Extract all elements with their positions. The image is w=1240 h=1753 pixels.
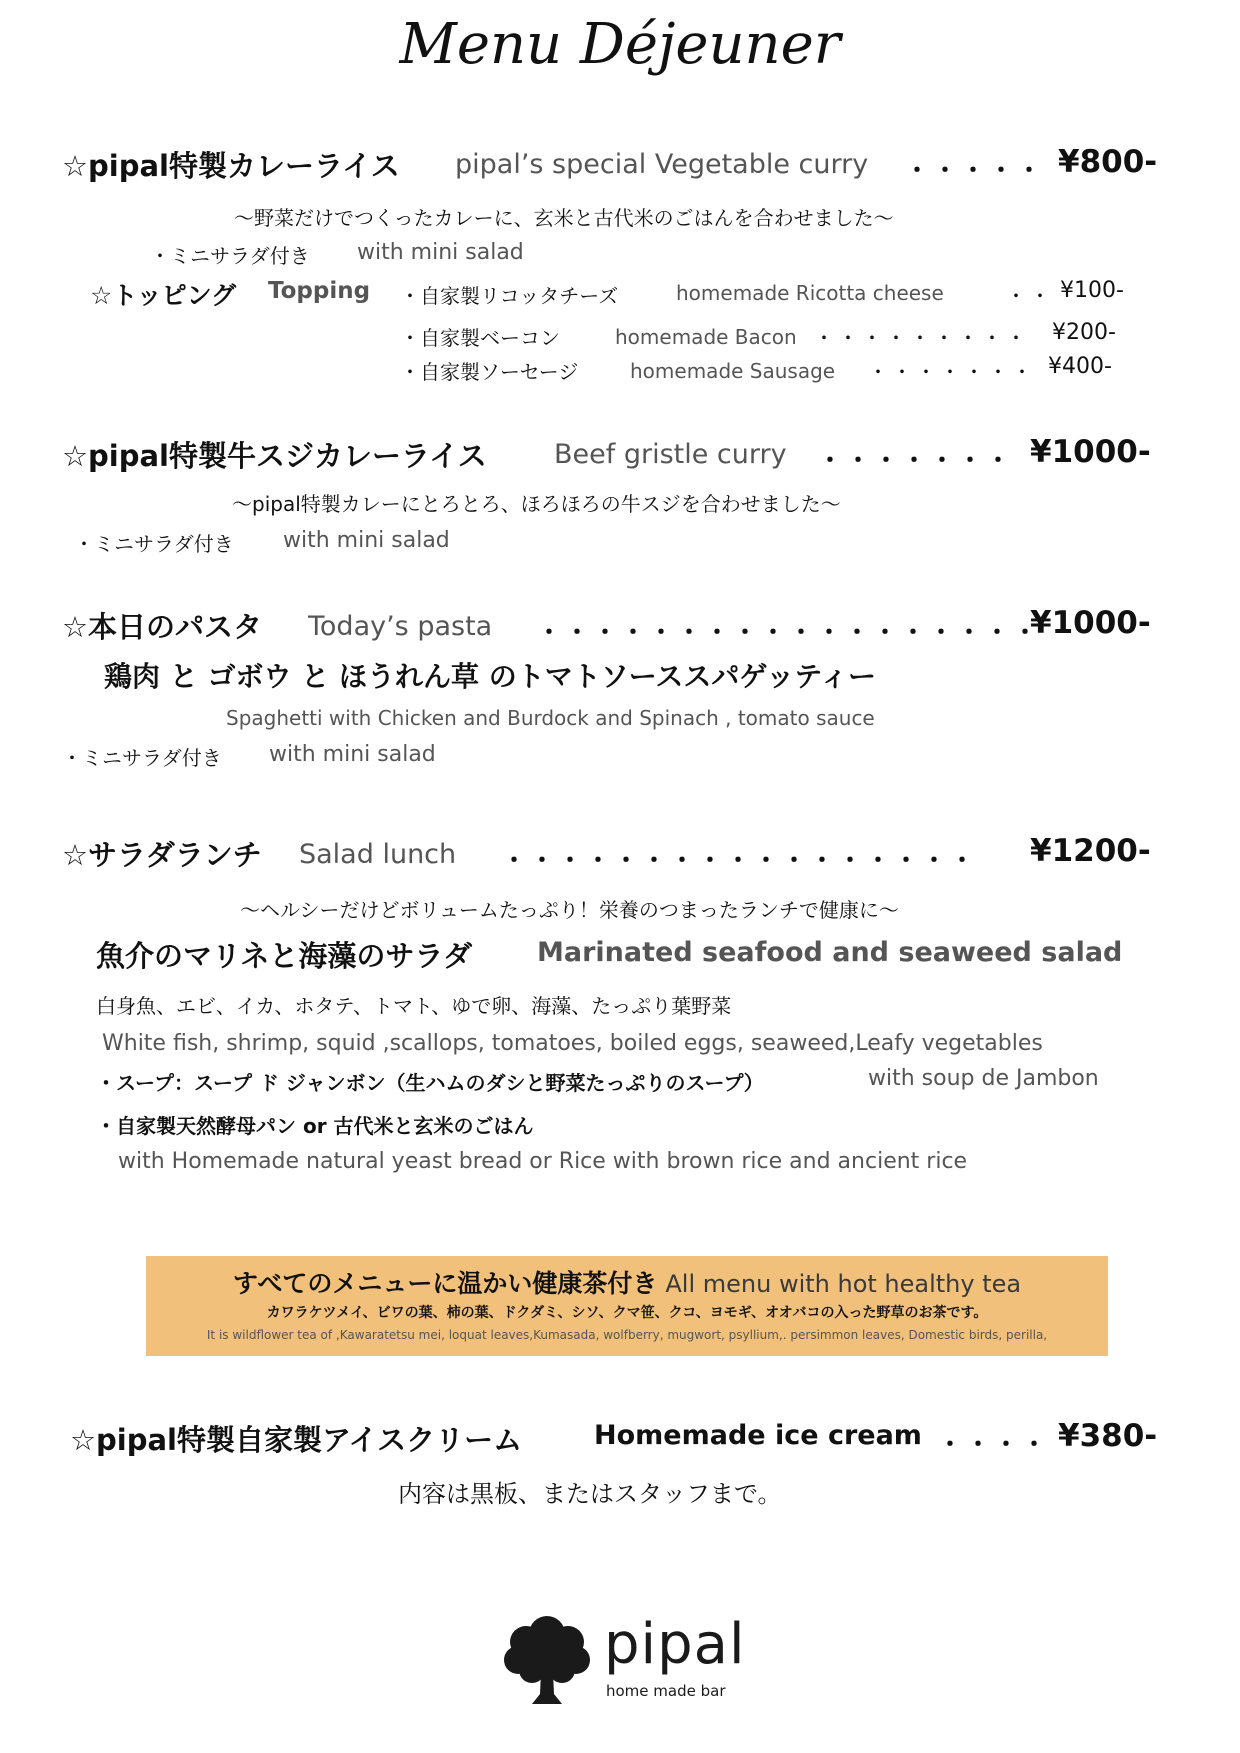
icecream-heading: [70, 1418, 522, 1459]
salad-soup-en: with soup de Jambon: [868, 1066, 1099, 1091]
topping-item-price: ¥200-: [1052, 320, 1116, 345]
topping-item-dots: ・・・・・・・・・: [814, 326, 1030, 350]
beef-name-en: Beef gristle curry: [554, 439, 787, 470]
topping-item-ja: ・自家製ソーセージ: [400, 360, 579, 384]
tree-icon: [502, 1612, 592, 1708]
pasta-name-ja: 本日のパスタ: [88, 610, 263, 644]
page-title: Menu Déjeuner: [399, 12, 841, 77]
star-icon: ☆: [62, 149, 88, 183]
salad-heading: [62, 833, 262, 874]
salad-dots: ・・・・・・・・・・・・・・・・・: [502, 846, 978, 874]
beef-name-ja: pipal特製牛スジカレーライス: [88, 439, 487, 473]
salad-dish-ja: 魚介のマリネと海藻のサラダ: [96, 939, 473, 973]
beef-description: 〜pipal特製カレーにとろとろ、ほろほろの牛スジを合わせました〜: [232, 492, 841, 516]
salad-price: ¥1200-: [1030, 833, 1151, 869]
pasta-dish-ja: 鶏肉 と ゴボウ と ほうれん草 のトマトソーススパゲッティー: [104, 660, 876, 693]
pasta-price: ¥1000-: [1030, 605, 1151, 641]
pasta-salad-en: with mini salad: [269, 742, 436, 767]
curry-dots: ・・・・・: [905, 156, 1045, 184]
logo-name: pipal: [604, 1612, 746, 1677]
tea-notice-ja: すべてのメニューに温かい健康茶付き: [232, 1269, 658, 1298]
pasta-salad-ja: ・ミニサラダ付き: [62, 746, 222, 770]
pasta-name-en: Today’s pasta: [308, 611, 493, 642]
curry-name-en: pipal’s special Vegetable curry: [455, 149, 869, 180]
salad-ingredients-ja: 白身魚、エビ、イカ、ホタテ、トマト、ゆで卵、海藻、たっぷり葉野菜: [96, 994, 732, 1018]
star-icon: ☆: [70, 1423, 96, 1457]
topping-item-price: ¥100-: [1060, 278, 1124, 303]
curry-name-ja: pipal特製カレーライス: [88, 149, 400, 183]
icecream-name-en: Homemade ice cream: [594, 1420, 922, 1451]
salad-bread-en: with Homemade natural yeast bread or Rice with brown rice and ancient rice: [118, 1149, 968, 1174]
salad-soup-ja: ・スープ：スープ ド ジャンボン（生ハムのダシと野菜たっぷりのスープ）: [96, 1071, 764, 1095]
logo-tagline: home made bar: [606, 1682, 726, 1700]
beef-salad-ja: ・ミニサラダ付き: [74, 532, 234, 556]
salad-description: 〜ヘルシーだけどボリュームたっぷり！栄養のつまったランチで健康に〜: [240, 898, 899, 922]
beef-heading: [62, 434, 487, 475]
salad-bread-ja: ・自家製天然酵母パン or 古代米と玄米のごはん: [96, 1114, 534, 1138]
star-icon: ☆: [62, 439, 88, 473]
star-icon: ☆: [90, 281, 113, 310]
topping-item-dots: ・・: [1006, 284, 1054, 308]
icecream-dots: ・・・・: [938, 1430, 1050, 1458]
icecream-price: ¥380-: [1058, 1418, 1158, 1454]
pasta-dots: ・・・・・・・・・・・・・・・・・・: [537, 618, 1041, 646]
tea-notice-en: All menu with hot healthy tea: [665, 1270, 1022, 1298]
salad-name-ja: サラダランチ: [88, 838, 262, 872]
star-icon: ☆: [62, 610, 88, 644]
curry-heading: [62, 144, 400, 185]
curry-salad-en: with mini salad: [357, 240, 524, 265]
curry-description: 〜野菜だけでつくったカレーに、玄米と古代米のごはんを合わせました〜: [234, 206, 894, 230]
curry-price: ¥800-: [1058, 144, 1158, 180]
tea-detail-en: It is wildflower tea of ,Kawaratetsu mei, loquat leaves,Kumasada, wolfberry, mugwort, psyllium,. persimmon leaves, Domestic birds, perilla,: [206, 1328, 1048, 1342]
topping-item-en: homemade Ricotta cheese: [676, 281, 944, 305]
topping-ja: トッピング: [112, 281, 237, 310]
topping-item-ja: ・自家製ベーコン: [400, 326, 560, 350]
salad-dish-en: Marinated seafood and seaweed salad: [537, 937, 1123, 968]
salad-ingredients-en: White fish, shrimp, squid ,scallops, tomatoes, boiled eggs, seaweed,Leafy vegetables: [102, 1031, 1043, 1056]
tea-notice-banner: [146, 1256, 1108, 1356]
beef-dots: ・・・・・・・: [818, 446, 1014, 474]
star-icon: ☆: [62, 838, 88, 872]
topping-heading: [90, 276, 236, 312]
beef-price: ¥1000-: [1030, 434, 1151, 470]
pasta-dish-en: Spaghetti with Chicken and Burdock and Spinach , tomato sauce: [226, 706, 875, 730]
tea-detail-ja: カワラケツメイ、ビワの葉、柿の葉、ドクダミ、シソ、クマ笹、クコ、ヨモギ、オオバコの入った野草のお茶です。: [266, 1305, 988, 1321]
icecream-name-ja: pipal特製自家製アイスクリーム: [96, 1423, 523, 1457]
topping-item-dots: ・・・・・・・: [868, 360, 1036, 384]
topping-item-en: homemade Bacon: [615, 325, 797, 349]
beef-salad-en: with mini salad: [283, 528, 450, 553]
topping-item-en: homemade Sausage: [630, 359, 836, 383]
topping-item-ja: ・自家製リコッタチーズ: [400, 284, 619, 308]
topping-en: Topping: [268, 278, 371, 304]
icecream-description: 内容は黒板、またはスタッフまで。: [398, 1480, 782, 1508]
pasta-heading: [62, 605, 262, 646]
topping-item-price: ¥400-: [1048, 354, 1112, 379]
salad-name-en: Salad lunch: [299, 839, 457, 870]
curry-salad-ja: ・ミニサラダ付き: [150, 244, 310, 268]
pipal-logo: [502, 1612, 752, 1702]
